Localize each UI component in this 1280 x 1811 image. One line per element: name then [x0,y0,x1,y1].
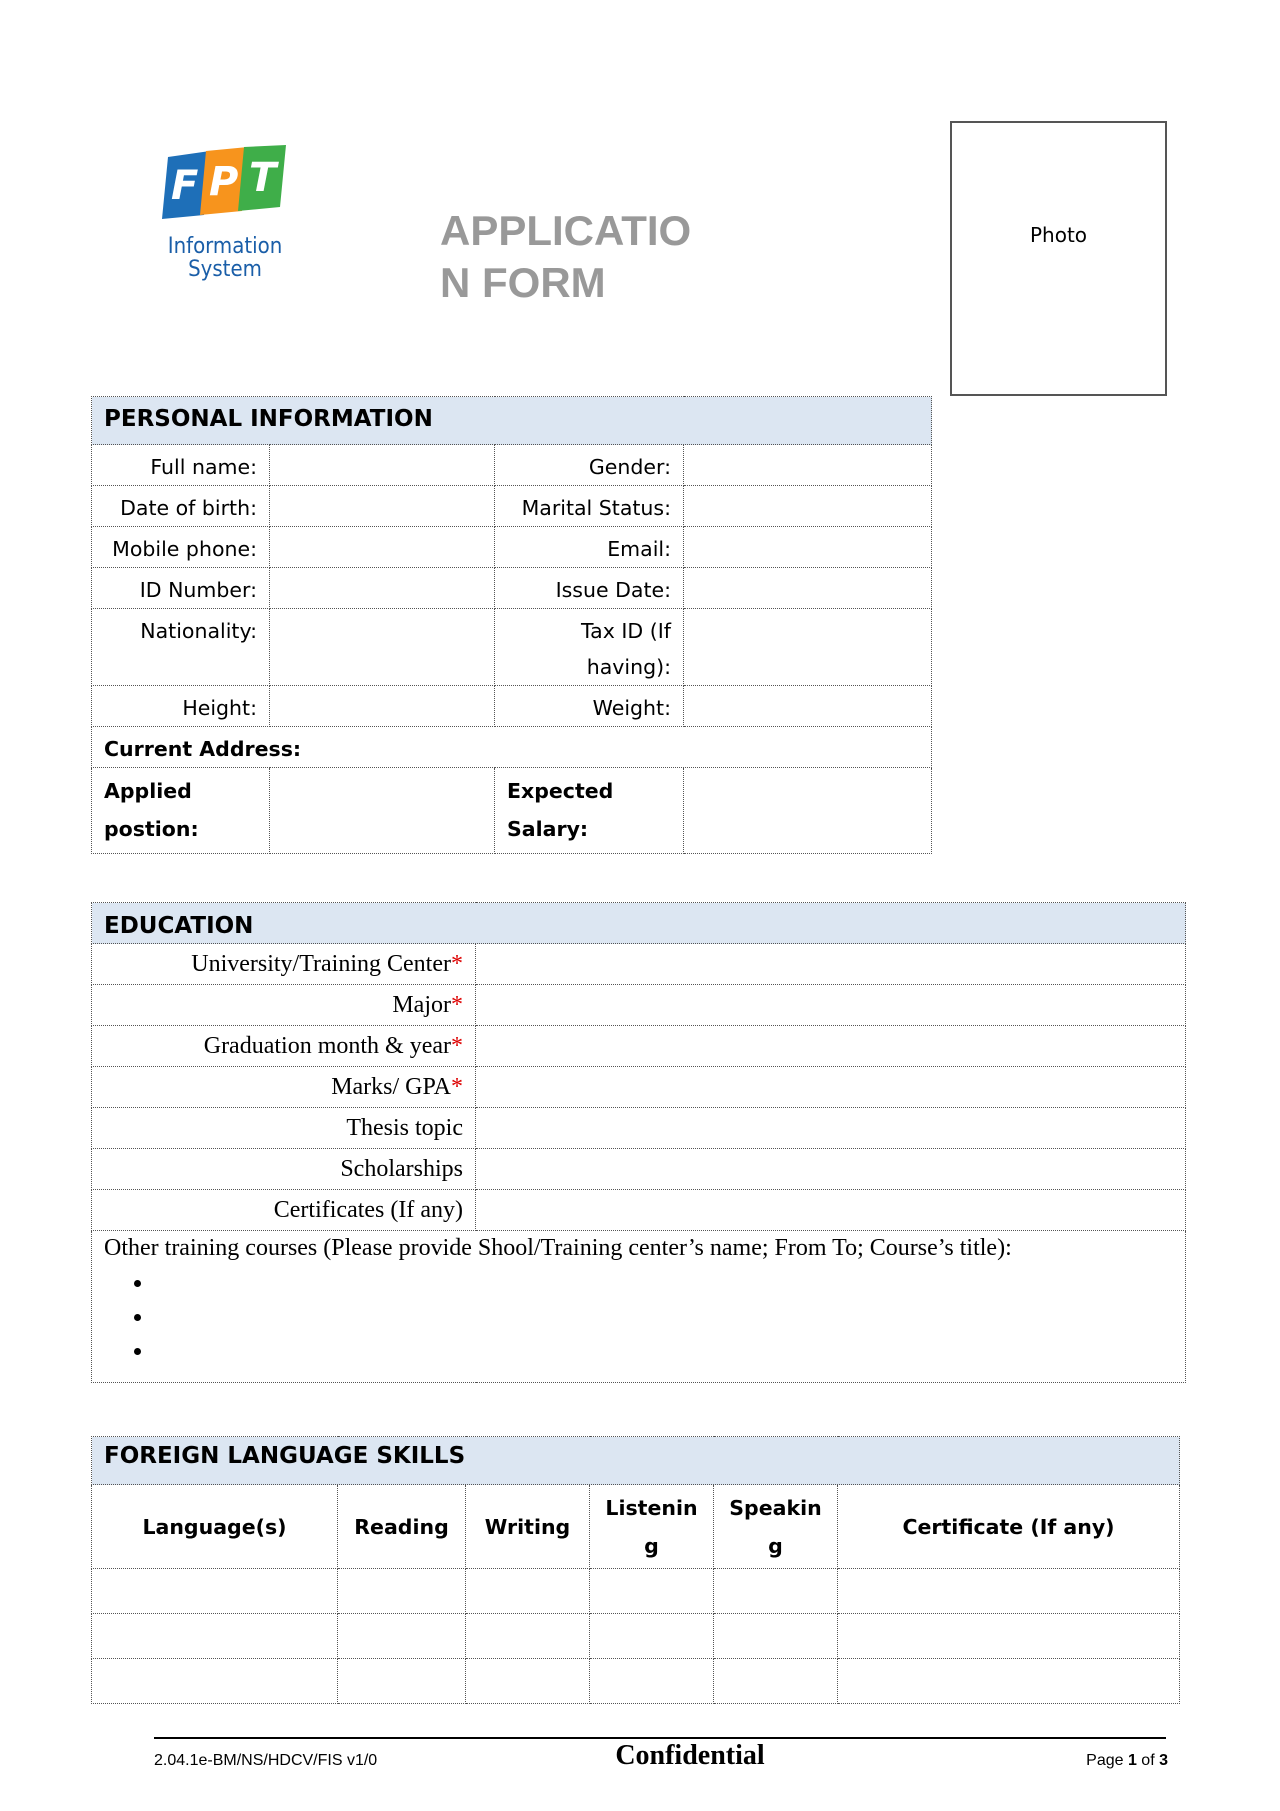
height-field[interactable] [270,686,495,727]
other-training-list [104,1270,1173,1372]
expected-salary-field[interactable] [684,768,932,854]
column-header-reading: Reading [338,1485,466,1569]
graduation-field[interactable] [476,1026,1186,1067]
gender-field[interactable] [684,445,932,486]
nationality-field[interactable] [270,609,495,686]
personal-information-header: PERSONAL INFORMATION [92,397,932,445]
logo-text-line2: System [188,257,262,282]
thesis-field[interactable] [476,1108,1186,1149]
certificates-field[interactable] [476,1190,1186,1231]
list-item[interactable] [154,1270,1173,1304]
personal-information-table [91,396,932,854]
fpt-logo-icon [160,145,290,220]
tax-id-label: Tax ID (If having): [495,609,684,686]
mobile-phone-label: Mobile phone: [92,527,270,568]
column-header-writing: Writing [466,1485,590,1569]
column-header-language: Language(s) [92,1485,338,1569]
weight-label: Weight: [495,686,684,727]
applied-position-label: Applied postion: [92,768,270,854]
table-cell[interactable] [466,1659,590,1704]
column-header-speaking: Speaking [714,1485,838,1569]
id-number-field[interactable] [270,568,495,609]
table-cell[interactable] [92,1569,338,1614]
full-name-label: Full name: [92,445,270,486]
issue-date-label: Issue Date: [495,568,684,609]
required-mark: * [451,991,463,1018]
column-header-listening: Listening [590,1485,714,1569]
svg-text:P: P [209,159,239,205]
table-cell[interactable] [92,1659,338,1704]
photo-box[interactable] [950,121,1167,396]
footer-document-code: 2.04.1e-BM/NS/HDCV/FIS v1/0 [154,1752,378,1769]
mobile-phone-field[interactable] [270,527,495,568]
weight-field[interactable] [684,686,932,727]
footer-divider [154,1737,1166,1739]
dob-label: Date of birth: [92,486,270,527]
gpa-label: Marks/ GPA* [92,1067,476,1108]
major-field[interactable] [476,985,1186,1026]
page-title: APPLICATION FORM [440,207,692,306]
table-cell[interactable] [466,1614,590,1659]
thesis-label: Thesis topic [92,1108,476,1149]
svg-text:T: T [249,155,277,201]
table-row [92,1614,1180,1659]
table-cell[interactable] [338,1614,466,1659]
graduation-label: Graduation month & year* [92,1026,476,1067]
foreign-language-header: FOREIGN LANGUAGE SKILLS [92,1437,1180,1485]
table-cell[interactable] [714,1659,838,1704]
issue-date-field[interactable] [684,568,932,609]
dob-field[interactable] [270,486,495,527]
table-cell[interactable] [838,1569,1180,1614]
fpt-logo [160,145,290,285]
education-header: EDUCATION [92,903,1186,944]
table-cell[interactable] [92,1614,338,1659]
scholarships-field[interactable] [476,1149,1186,1190]
university-label: University/Training Center* [92,944,476,985]
id-number-label: ID Number: [92,568,270,609]
list-item[interactable] [154,1338,1173,1372]
column-header-certificate: Certificate (If any) [838,1485,1180,1569]
other-training-cell[interactable] [92,1231,1186,1383]
required-mark: * [451,950,463,977]
table-cell[interactable] [590,1659,714,1704]
marital-status-field[interactable] [684,486,932,527]
gender-label: Gender: [495,445,684,486]
table-row [92,1659,1180,1704]
photo-label: Photo [1029,223,1088,247]
table-cell[interactable] [466,1569,590,1614]
required-mark: * [451,1032,463,1059]
foreign-language-table [91,1436,1180,1704]
email-field[interactable] [684,527,932,568]
footer-confidential: Confidential [615,1740,765,1771]
svg-text:F: F [171,163,199,209]
table-cell[interactable] [838,1614,1180,1659]
table-cell[interactable] [714,1614,838,1659]
logo-text-line1: Information [167,234,283,259]
table-cell[interactable] [338,1569,466,1614]
table-cell[interactable] [714,1569,838,1614]
table-cell[interactable] [838,1659,1180,1704]
other-training-label: Other training courses (Please provide Shool/Training center’s name; From To; Course’s title): [104,1235,1012,1261]
education-table [91,902,1186,1383]
major-label: Major* [92,985,476,1026]
current-address-field[interactable]: Current Address: [92,727,932,768]
certificates-label: Certificates (If any) [92,1190,476,1231]
footer-page-number: Page 1 of 3 [1086,1752,1168,1769]
required-mark: * [451,1073,463,1100]
table-row [92,1569,1180,1614]
list-item[interactable] [154,1304,1173,1338]
marital-status-label: Marital Status: [495,486,684,527]
table-cell[interactable] [590,1569,714,1614]
email-label: Email: [495,527,684,568]
university-field[interactable] [476,944,1186,985]
expected-salary-label: Expected Salary: [495,768,684,854]
nationality-label: Nationality: [92,609,270,686]
scholarships-label: Scholarships [92,1149,476,1190]
full-name-field[interactable] [270,445,495,486]
gpa-field[interactable] [476,1067,1186,1108]
applied-position-field[interactable] [270,768,495,854]
tax-id-field[interactable] [684,609,932,686]
table-cell[interactable] [338,1659,466,1704]
table-cell[interactable] [590,1614,714,1659]
height-label: Height: [92,686,270,727]
